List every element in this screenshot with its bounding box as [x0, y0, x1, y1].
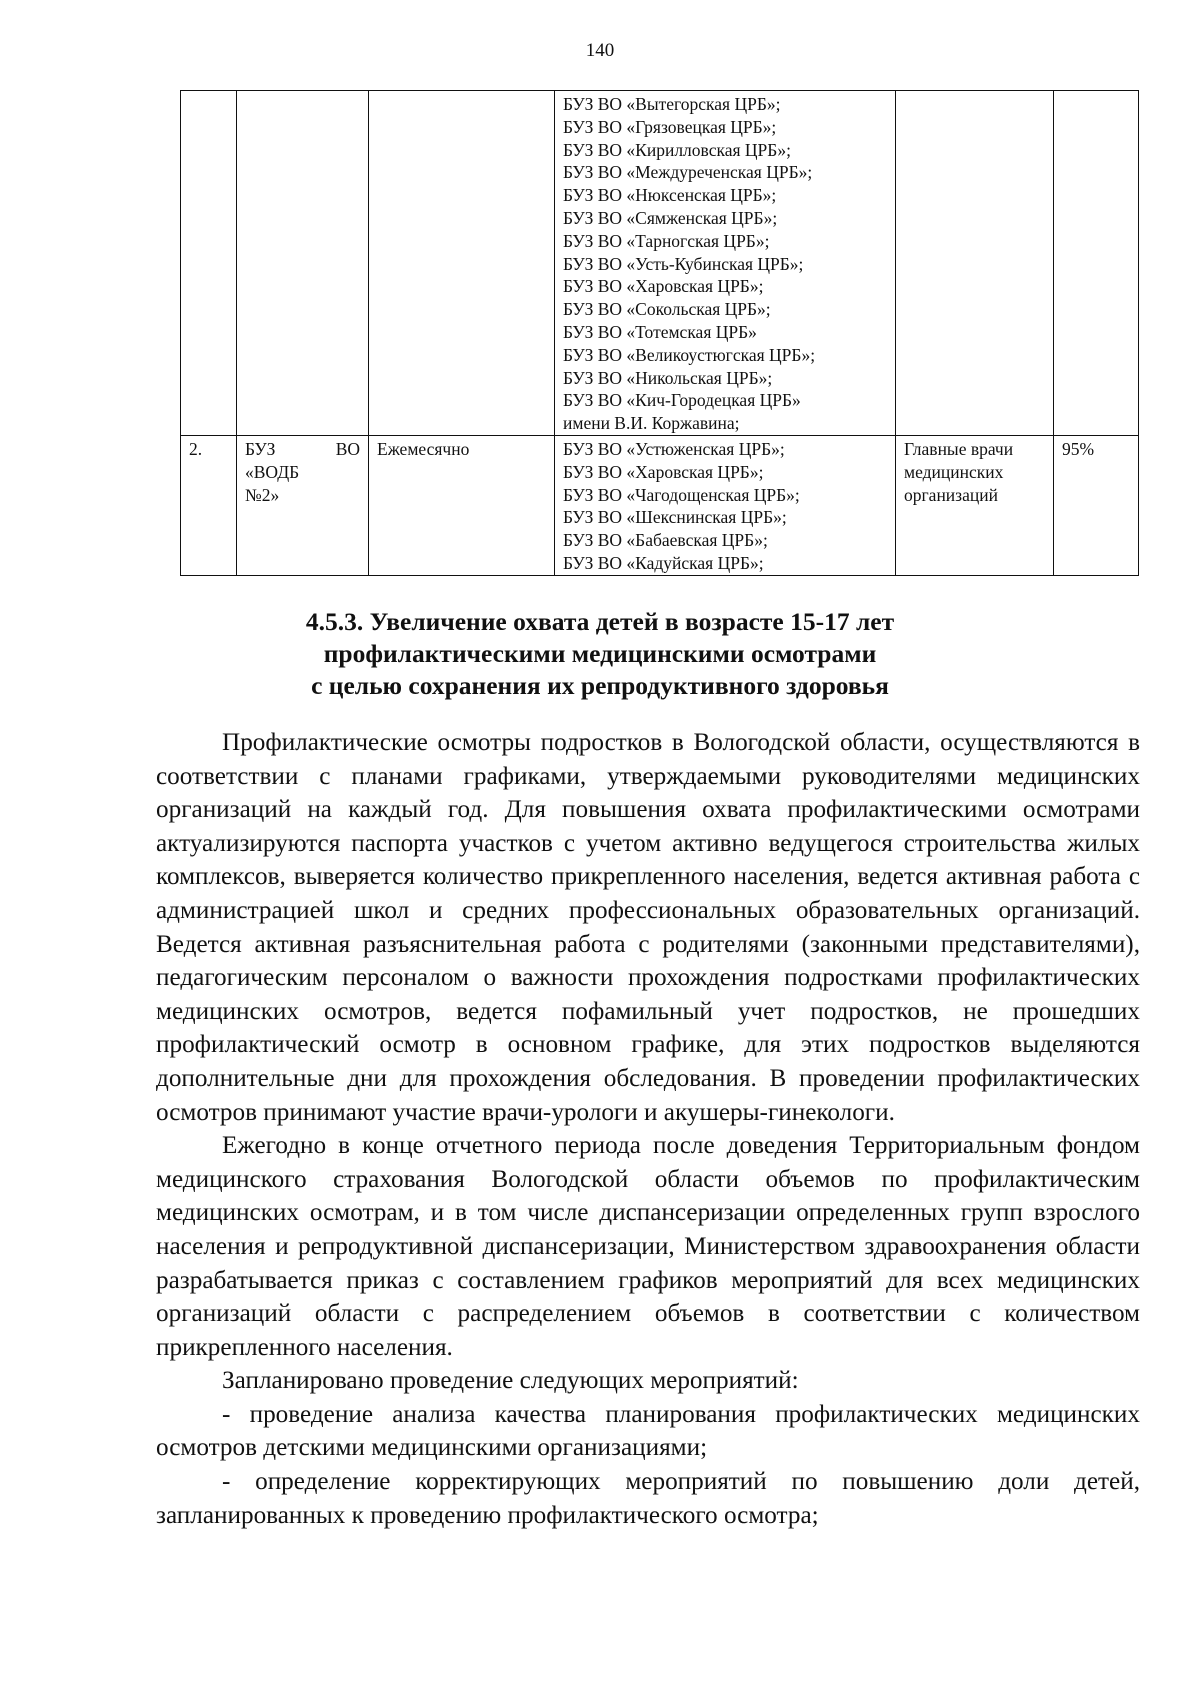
cell-period [369, 91, 555, 436]
cell-percent: 95% [1054, 435, 1139, 575]
cell-responsible [896, 435, 1054, 575]
table-row [181, 435, 1139, 575]
measures-table [180, 90, 1139, 576]
paragraph: Ежегодно в конце отчетного периода после доведения Территориальным фондом медицинского страхования Вологодской области объемов по профилактическим медицинских осмотрам, и в том числе диспансеризации определенных групп взрослого населения и репродуктивной диспансеризации, Министерством здравоохранения области разрабатывается приказ с составлением графиков мероприятий для всех медицинских организаций области с распределением объемов в соответствии с количеством прикрепленного населения. [156, 1132, 1140, 1361]
responsible-line: организаций [904, 484, 998, 505]
org-item: БУЗ ВО «Кадуйская ЦРБ»; [563, 552, 764, 573]
executor-line-1 [245, 438, 360, 461]
org-item: БУЗ ВО «Тарногская ЦРБ»; [563, 230, 770, 251]
page-number: 140 [585, 40, 615, 61]
heading-line: 4.5.3. Увеличение охвата детей в возрасте 15-17 лет [305, 607, 895, 636]
paragraph: Профилактические осмотры подростков в Вологодской области, осуществляются в соответствии с планами графиками, утверждаемыми руководителями медицинских организаций на каждый год. Для повышения охвата профилактическими осмотрами актуализируются паспорта участков с учетом активно ведущегося строительства жилых комплексов, выверяется количество прикрепленного населения, ведется активная работа с администрацией школ и средних профессиональных образовательных организаций. Ведется активная разъяснительная работа с родителями (законными представителями), педагогическим персоналом о важности прохождения подростками профилактических медицинских осмотров, ведется пофамильный учет подростков, не прошедших профилактический осмотр в основном графике, для этих подростков выделяются дополнительные дни для прохождения обследования. В проведении профилактических осмотров принимают участие врачи-урологи и акушеры-гинекологи. [156, 729, 1140, 1126]
table-row [181, 91, 1139, 436]
org-item: БУЗ ВО «Харовская ЦРБ»; [563, 461, 764, 482]
cell-period: Ежемесячно [369, 435, 555, 575]
org-item: БУЗ ВО «Шекснинская ЦРБ»; [563, 507, 787, 528]
executor-line-3: №2» [245, 484, 280, 505]
org-item: БУЗ ВО «Кирилловская ЦРБ»; [563, 139, 791, 160]
cell-responsible [896, 91, 1054, 436]
org-item: БУЗ ВО «Чагодощенская ЦРБ»; [563, 484, 800, 505]
executor-word: БУЗ [245, 438, 276, 459]
org-item: БУЗ ВО «Никольская ЦРБ»; [563, 367, 773, 388]
org-item: БУЗ ВО «Кич-Городецкая ЦРБ» [563, 390, 801, 411]
responsible-line: медицинских [904, 461, 1004, 482]
cell-executor [237, 435, 369, 575]
responsible-line: Главные врачи [904, 438, 1014, 459]
org-item: БУЗ ВО «Харовская ЦРБ»; [563, 276, 764, 297]
body-text [156, 726, 1140, 1532]
cell-organizations [555, 435, 896, 575]
cell-percent [1054, 91, 1139, 436]
org-item: БУЗ ВО «Усть-Кубинская ЦРБ»; [563, 253, 804, 274]
heading-line: с целью сохранения их репродуктивного здоровья [311, 671, 889, 700]
heading-line: профилактическими медицинскими осмотрами [323, 639, 877, 668]
cell-executor [237, 91, 369, 436]
cell-organizations [555, 91, 896, 436]
org-item: БУЗ ВО «Сямженская ЦРБ»; [563, 207, 778, 228]
org-item: БУЗ ВО «Вытегорская ЦРБ»; [563, 94, 781, 114]
org-item: БУЗ ВО «Бабаевская ЦРБ»; [563, 530, 768, 551]
executor-word: ВО [335, 438, 360, 459]
org-item: БУЗ ВО «Великоустюгская ЦРБ»; [563, 344, 816, 365]
org-item: БУЗ ВО «Устюженская ЦРБ»; [563, 438, 785, 459]
section-heading [0, 606, 1200, 702]
list-item: - проведение анализа качества планирования профилактических медицинских осмотров детскими медицинскими организациями; [156, 1400, 1140, 1462]
org-item: БУЗ ВО «Грязовецкая ЦРБ»; [563, 116, 777, 137]
org-item: БУЗ ВО «Сокольская ЦРБ»; [563, 299, 771, 320]
cell-number: 2. [181, 435, 237, 575]
list-item: - определение корректирующих мероприятий по повышению доли детей, запланированных к проведению профилактического осмотра; [156, 1468, 1140, 1529]
org-item: БУЗ ВО «Тотемская ЦРБ» [563, 321, 757, 342]
org-item: БУЗ ВО «Междуреченская ЦРБ»; [563, 162, 813, 183]
executor-line-2: «ВОДБ [245, 461, 300, 482]
cell-number [181, 91, 237, 436]
org-item: имени В.И. Коржавина; [563, 413, 740, 434]
paragraph: Запланировано проведение следующих мероприятий: [222, 1367, 799, 1395]
org-item: БУЗ ВО «Нюксенская ЦРБ»; [563, 185, 777, 206]
